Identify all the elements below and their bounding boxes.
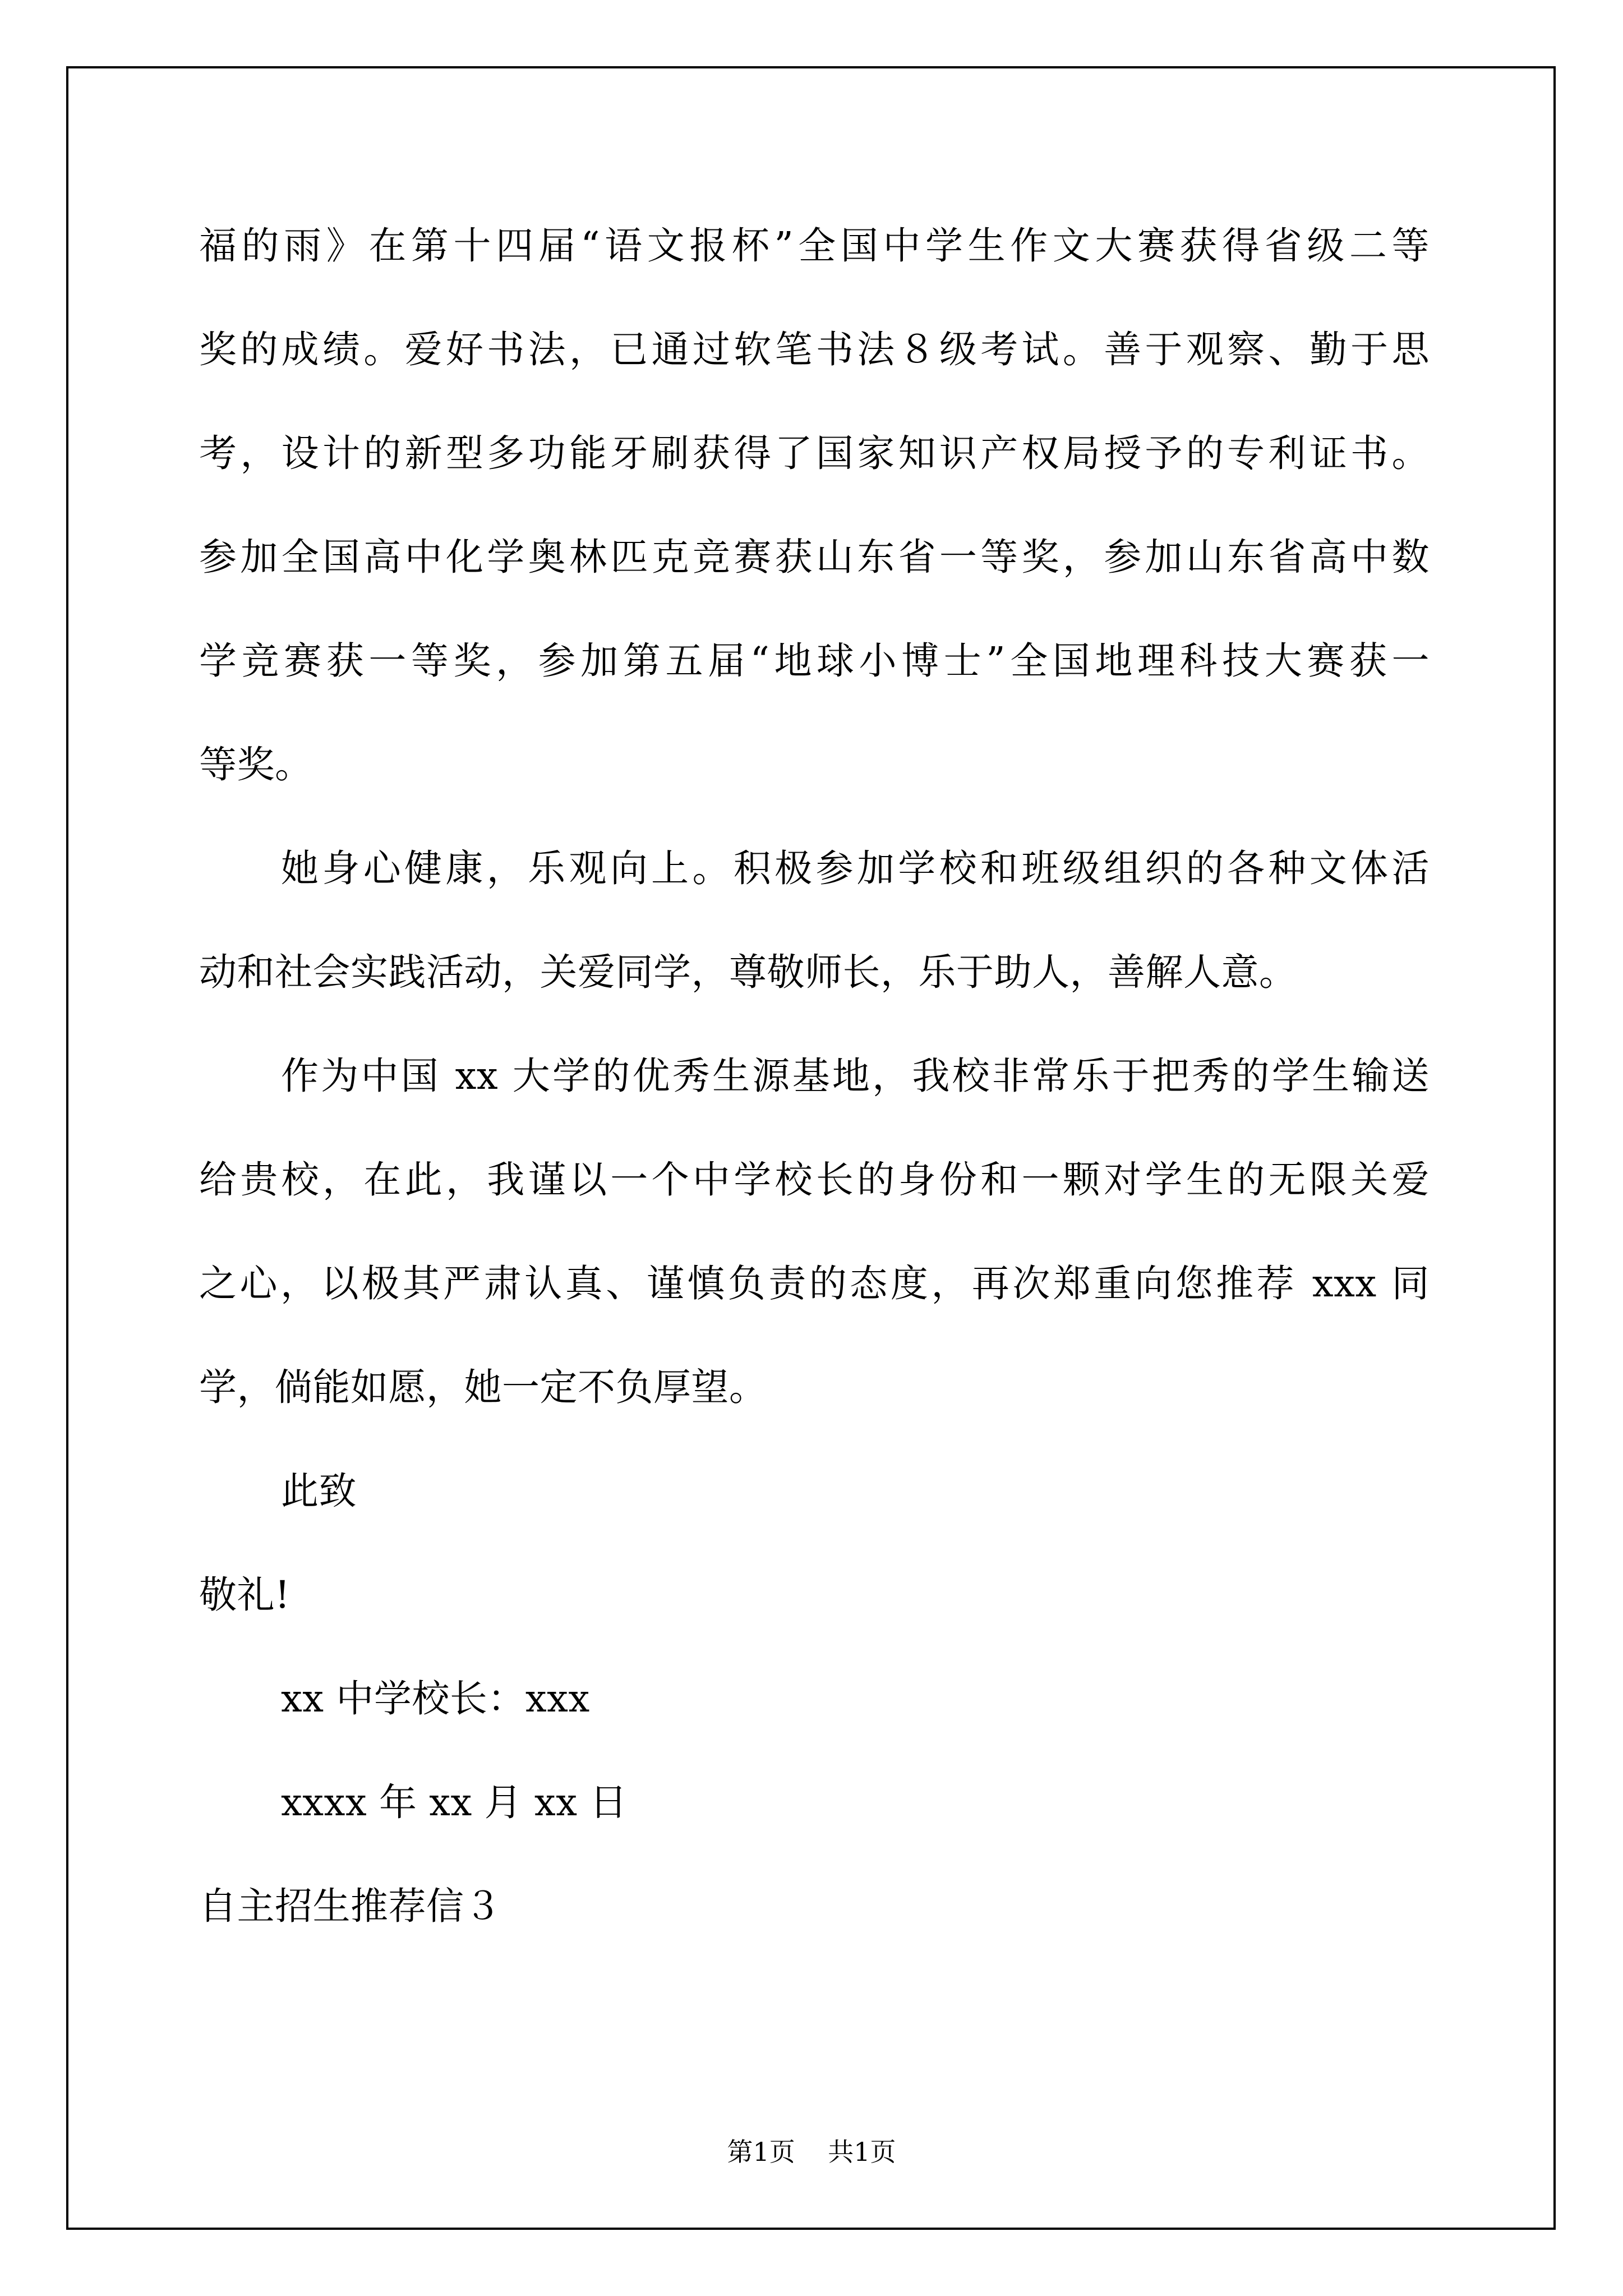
- paragraph-2-line-2: 动和社会实践活动，关爱同学，尊敬师长，乐于助人，善解人意。: [199, 950, 1297, 994]
- paragraph-line-4: 参加全国高中化学奥林匹克竞赛获山东省一等奖，参加山东省高中数: [199, 535, 1430, 579]
- paragraph-3-line-4: 学，倘能如愿，她一定不负厚望。: [199, 1365, 767, 1409]
- page-number-footer: 第1页 共1页: [727, 2137, 896, 2167]
- closing-salutation: 此致: [281, 1469, 357, 1513]
- paragraph-line-1: 福的雨》在第十四届“语文报杯”全国中学生作文大赛获得省级二等: [199, 224, 1430, 268]
- paragraph-2-line-1: 她身心健康，乐观向上。积极参加学校和班级组织的各种文体活: [281, 846, 1430, 890]
- paragraph-line-5: 学竞赛获一等奖，参加第五届“地球小博士”全国地理科技大赛获一: [199, 639, 1430, 683]
- closing-regards: 敬礼!: [199, 1573, 291, 1617]
- signature: xx 中学校长：xxx: [281, 1677, 590, 1720]
- section-heading: 自主招生推荐信３: [199, 1884, 502, 1928]
- date-line: xxxx 年 xx 月 xx 日: [281, 1780, 628, 1824]
- paragraph-3-line-2: 给贵校，在此，我谨以一个中学校长的身份和一颗对学生的无限关爱: [199, 1158, 1430, 1202]
- paragraph-line-6: 等奖。: [199, 743, 313, 786]
- paragraph-line-2: 奖的成绩。爱好书法，已通过软笔书法８级考试。善于观察、勤于思: [199, 328, 1430, 371]
- paragraph-3-line-1: 作为中国 xx 大学的优秀生源基地，我校非常乐于把秀的学生输送: [281, 1054, 1430, 1098]
- paragraph-line-3: 考，设计的新型多功能牙刷获得了国家知识产权局授予的专利证书。: [199, 431, 1430, 475]
- paragraph-3-line-3: 之心，以极其严肃认真、谨慎负责的态度，再次郑重向您推荐 xxx 同: [199, 1262, 1430, 1305]
